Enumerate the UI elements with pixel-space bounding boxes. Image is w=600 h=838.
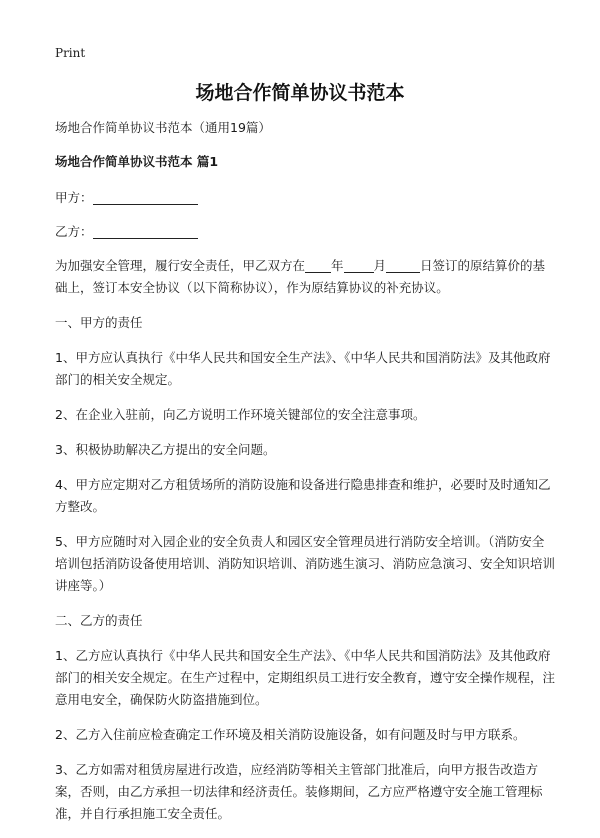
section-a-item: 1、甲方应认真执行《中华人民共和国安全生产法》、《中华人民共和国消防法》及其他政府部门的相关安全规定。 [55,350,551,387]
party-a-blank [93,190,198,205]
intro-paragraph [55,255,555,299]
month-blank [344,258,374,273]
section-b-item: 1、乙方应认真执行《中华人民共和国安全生产法》、《中华人民共和国消防法》及其他政府部门的相关安全规定。在生产过程中，定期组织员工进行安全教育，遵守安全操作规程，注意用电安全，确保防火防盗措施到位。 [55,648,556,707]
party-a-line [55,187,555,209]
section-a-item: 4、甲方应定期对乙方租赁场所的消防设施和设备进行隐患排查和维护，必要时及时通知乙方整改。 [55,477,551,514]
party-b-blank [93,224,198,239]
party-a-label: 甲方： [55,190,93,205]
party-b-label: 乙方： [55,224,93,239]
page-title: 场地合作简单协议书范本 [195,82,405,104]
day-blank [386,258,420,273]
print-link[interactable]: Print [55,46,86,60]
section-a-heading: 一、甲方的责任 [55,315,143,330]
article-heading: 场地合作简单协议书范本 篇1 [55,154,219,169]
section-b-item: 3、乙方如需对租赁房屋进行改造，应经消防等相关主管部门批准后，向甲方报告改造方案，否则，由乙方承担一切法律和经济责任。装修期间，乙方应严格遵守安全施工管理标准，并自行承担施工安全责任。 [55,762,543,821]
section-b-heading: 二、乙方的责任 [55,613,143,628]
section-a-item: 3、积极协助解决乙方提出的安全问题。 [55,442,276,457]
section-a-item: 2、在企业入驻前，向乙方说明工作环境关键部位的安全注意事项。 [55,407,426,422]
year-blank [305,258,331,273]
party-b-line [55,221,555,243]
intro-year-label: 年 [331,258,344,273]
document-subtitle: 场地合作简单协议书范本（通用19篇） [55,120,271,135]
intro-text-2: 日签订的原结算价的基础上，签订本安全协议（以下简称协议），作为原结算协议的补充协议。 [55,258,546,295]
section-a-item: 5、甲方应随时对入园企业的安全负责人和园区安全管理员进行消防安全培训。（消防安全培训包括消防设备使用培训、消防知识培训、消防逃生演习、消防应急演习、安全知识培训讲座等。） [55,534,556,593]
section-b-item: 2、乙方入住前应检查确定工作环境及相关消防设施设备，如有问题及时与甲方联系。 [55,727,526,742]
document-body [55,117,555,838]
intro-month-label: 月 [373,258,387,273]
intro-text-1: 为加强安全管理，履行安全责任，甲乙双方在 [55,258,306,273]
